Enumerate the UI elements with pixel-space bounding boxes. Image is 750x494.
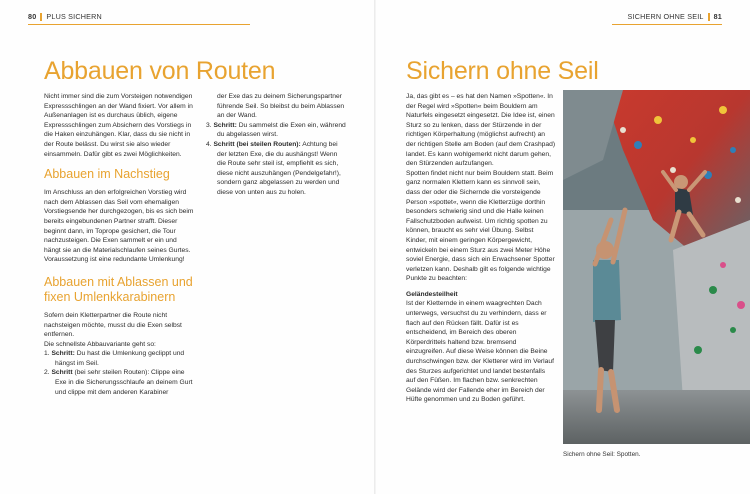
subheading-ablassen: Abbauen mit Ablassen und fixen Umlenkkarabinern <box>44 274 193 304</box>
subheading-nachstieg: Abbauen im Nachstieg <box>44 167 170 182</box>
step-text: (bei sehr steilen Routen): Clippe eine Exe in die Sicherungsschlaufe an deinem Gurt und clippe mit dem anderen Karabiner <box>55 369 193 396</box>
left-page-number: 80 <box>28 12 37 21</box>
spotten-paragraph-1: Ja, das gibt es – es hat den Namen »Spotten«. In der Regel wird »Spotten« beim Bouldern am Naturfels eingesetzt eingesetzt. Die Idee ist, einen Sturz so zu lenken, dass der Stürzende in der richtigen Körperhaltung (möglichst aufrecht) an der richtigen Stelle am Boden (auf dem Crashpad) landet. Es kann wohlgemerkt nicht darum gehen, den Stürzenden aufzufangen. <box>406 93 556 168</box>
ablassen-paragraph: Sofern dein Kletterpartner die Route nicht nachsteigen möchte, musst du die Exen selbst entfernen. <box>44 311 182 339</box>
step-label: Schritt: <box>51 350 75 358</box>
step-item <box>44 368 194 397</box>
step-label: Schritt <box>51 369 73 377</box>
step-continuation: der Exe das zu deinem Sicherungspartner führende Seil. So bleibst du beim Ablassen an der Wand. <box>217 93 345 120</box>
steps-list-1 <box>44 349 194 397</box>
left-running-header <box>28 10 250 25</box>
right-page-number: 81 <box>713 12 722 21</box>
step-text: Du hast die Umlenkung geclippt und hängst im Seil. <box>55 350 185 367</box>
intro-paragraph: Nicht immer sind die zum Vorsteigen notwendigen Expressschlingen an der Wand fixiert. Vor allem in Außenanlagen ist es durchaus üblich, eigene Expressschlingen zum Absichern des Vorstiegs in die Haken einzuhängen. Klar, dass du sie nicht in der Route belässt. Du wirst sie also wieder einsammeln. Dafür gibt es zwei Möglichkeiten. <box>44 93 193 158</box>
right-section-title: SICHERN OHNE SEIL <box>627 12 704 21</box>
step-text: Du sammelst die Exen ein, während du abgelassen wirst. <box>217 121 346 139</box>
step-number: 1. <box>44 350 50 358</box>
left-column-2 <box>206 92 348 198</box>
step-number: 2. <box>44 369 50 377</box>
steps-list-2 <box>206 121 348 198</box>
header-divider <box>708 13 710 21</box>
spotten-paragraph-3: Ist der Kletternde in einem waagrechten Dach unterwegs, versuchst du zu verhindern, dass er flach auf den Rücken fällt. Dafür ist es entscheidend, im Bereich des oberen Körperdrittels haltend bzw. bremsend einzugreifen. Auf diese Weise können die Beine durchschwingen bzw. der Kletterer wird im Verlauf des Sturzes aufgerichtet und landet bestenfalls auf den Füßen. Im flachen bzw. senkrechten Gelände wird der Fallende eher im Bereich der Hüfte genommen und zu Boden geführt. <box>406 300 554 404</box>
climbing-gym-illustration <box>563 90 750 444</box>
right-column-text <box>406 92 556 405</box>
left-page-title: Abbauen von Routen <box>44 57 276 85</box>
step-label: Schritt (bei steilen Routen): <box>213 140 301 148</box>
ablassen-intro-line: Die schnellste Abbauvariante geht so: <box>44 340 156 348</box>
step-item <box>44 349 194 368</box>
right-running-header <box>612 10 722 25</box>
step-item <box>206 140 348 198</box>
header-divider <box>40 13 42 21</box>
step-text: Achtung bei der letzten Exe, die du aushängst! Wenn die Route sehr steil ist, empfiehlt es sich, diese nicht auszuhängen (Pendelgefahr!), sondern ganz abgelassen zu werden und diese von unten aus zu holen. <box>217 140 341 196</box>
step-number: 4. <box>206 140 212 148</box>
step-label: Schritt: <box>213 121 237 129</box>
step-number: 3. <box>206 121 212 129</box>
subheading-gelaendesteilheit: Geländesteilheit <box>406 290 458 298</box>
spotting-photo <box>563 90 750 444</box>
spotten-paragraph-2: Spotten findet nicht nur beim Bouldern statt. Beim ganz normalen Klettern kann es sinnvoll sein, dass der oder die Sichernde die vorsteigende Person »spottet«, wenn die Kletterzüge dorthin besonders schwierig sind und die Halle keinen Fallschutzboden aufweist. Um richtig spotten zu können, braucht es sehr viel Übung. Selbst Kinder, mit einem geringen Körpergewicht, entwickeln bei einem Sturz aus zwei Meter Höhe soviel Energie, dass sich ein Erwachsener Spotter verletzen kann. Deshalb gilt es folgende wichtige Punkte zu beachten: <box>406 169 555 283</box>
photo-caption: Sichern ohne Seil: Spotten. <box>563 451 641 458</box>
nachstieg-paragraph: Im Anschluss an den erfolgreichen Vorstieg wird nach dem Ablassen das Seil vom ehemaligen Vorstiegsende her durchgezogen, bis es sich beim bereits eingebundenen Partner strafft. Dieser beginnt dann, im Toprope gesichert, die Tour nachzusteigen. Die Exen sammelt er ein und hängt sie an die Materialschlaufen seines Gurtes. Voraussetzung ist eine redundante Umlenkung! <box>44 189 194 264</box>
right-page-title: Sichern ohne Seil <box>406 57 599 85</box>
left-section-title: PLUS SICHERN <box>46 12 102 21</box>
left-column-1 <box>44 92 194 397</box>
step-item <box>206 121 348 140</box>
